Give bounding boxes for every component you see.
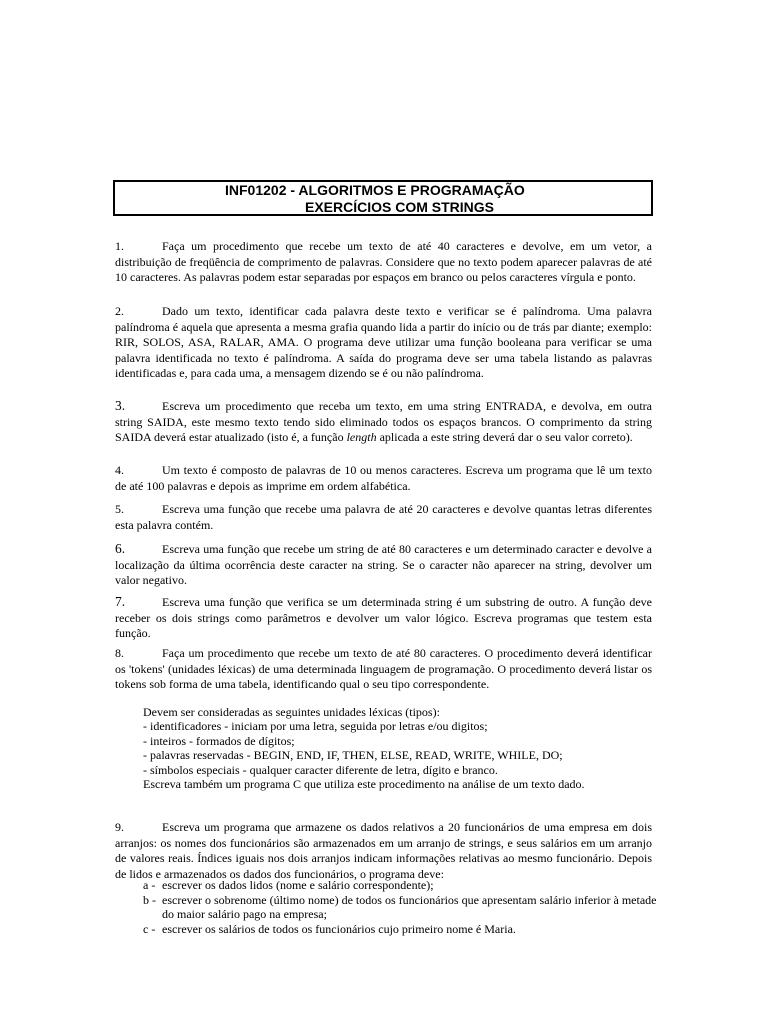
details-intro: Devem ser consideradas as seguintes unidades léxicas (tipos): — [143, 705, 440, 719]
question-number: 4. — [115, 463, 124, 477]
option-c — [143, 922, 658, 937]
question-6 — [115, 541, 652, 589]
question-text: Escreva uma função que recebe uma palavra de até 20 caracteres e devolve quantas letras diferentes esta palavra contém. — [115, 502, 652, 532]
question-number: 8. — [115, 646, 124, 660]
question-2 — [115, 304, 652, 382]
question-number: 7. — [115, 594, 126, 609]
question-text: Escreva um procedimento que receba um texto, em uma string ENTRADA, e devolva, em outra string SAIDA, este mesmo texto tendo sido eliminado todos os espaços brancos. O comprimento da string SAIDA deverá estar atualizado (isto é, a função — [115, 399, 652, 444]
question-text: Um texto é composto de palavras de 10 ou menos caracteres. Escreva um programa que lê um texto de até 100 palavras e depois as imprime em ordem alfabética. — [115, 463, 652, 493]
course-title: INF01202 - ALGORITMOS E PROGRAMAÇÃO — [225, 182, 525, 198]
question-8-details — [143, 705, 653, 791]
details-item: - palavras reservadas - BEGIN, END, IF, THEN, ELSE, READ, WRITE, WHILE, DO; — [143, 748, 563, 763]
question-text: Faça um procedimento que recebe um texto de até 80 caracteres. O procedimento deverá identificar os 'tokens' (unidades léxicas) de uma determinada linguagem de programação. O procedimento deverá listar os tokens sob forma de uma tabela, identificando qual o seu tipo correspondente. — [115, 646, 652, 691]
option-text: escrever os dados lidos (nome e salário correspondente); — [162, 878, 434, 892]
question-3 — [115, 398, 652, 446]
question-8 — [115, 646, 652, 693]
details-item: - símbolos especiais - qualquer caracter diferente de letra, dígito e branco. — [143, 762, 498, 777]
question-text-end: aplicada a este string deverá dar o seu valor correto). — [376, 430, 633, 444]
option-a — [143, 878, 658, 893]
option-text: escrever o sobrenome (último nome) de todos os funcionários que apresentam salário inferior à metade do maior salário pago na empresa; — [162, 892, 657, 922]
question-number: 1. — [115, 239, 124, 253]
question-7 — [115, 594, 652, 642]
question-text: Escreva um programa que armazene os dados relativos a 20 funcionários de uma empresa em dois arranjos: os nomes dos funcionários são armazenados em um arranjo de strings, e seus salários em um arranjo de valores reais. Índices iguais nos dois arranjos indicam informações relativas ao mesmo funcionário. Depois de lidos e armazenados os dados dos funcionários, o programa deve: — [115, 820, 652, 881]
option-label: a - — [143, 878, 156, 892]
option-text: escrever os salários de todos os funcionários cujo primeiro nome é Maria. — [162, 921, 516, 936]
question-text: Escreva uma função que verifica se um determinada string é um substring de outro. A função deve receber os dois strings como parâmetros e devolver um valor lógico. Escreva programas que testem esta função. — [115, 595, 652, 640]
question-number: 6. — [115, 541, 126, 556]
option-b — [143, 893, 658, 922]
question-5 — [115, 502, 652, 533]
title-box — [113, 180, 653, 216]
question-9-options — [143, 878, 658, 936]
details-closing: Escreva também um programa C que utiliza este procedimento na análise de um texto dado. — [143, 777, 585, 792]
question-9 — [115, 820, 652, 882]
question-number: 9. — [115, 820, 124, 834]
details-item: - identificadores - iniciam por uma letra, seguida por letras e/ou digitos; — [143, 719, 488, 734]
question-1 — [115, 239, 652, 286]
option-label: b - — [143, 892, 156, 907]
question-4 — [115, 463, 652, 494]
document-subtitle: EXERCÍCIOS COM STRINGS — [305, 199, 495, 215]
question-text: Escreva uma função que recebe um string de até 80 caracteres e um determinado caracter e devolve a localização da última ocorrência deste caracter na string. Se o caracter não aparecer na string, devolver um valor negativo. — [115, 542, 652, 587]
question-text-italic: length — [346, 430, 377, 444]
question-text: Dado um texto, identificar cada palavra deste texto e verificar se é palíndroma. Uma palavra palíndroma é aquela que apresenta a mesma grafia quando lida a partir do início ou de trás par diante; exemplo: RIR, SOLOS, ASA, RALAR, AMA. O programa deve utilizar uma função booleana para verificar se uma palavra identificada no texto é palíndroma. A saída do programa deve ser uma tabela listando as palavras identificadas e, para cada uma, a mensagem dizendo se é ou não palíndroma. — [115, 304, 652, 380]
question-number: 2. — [115, 304, 124, 318]
question-number: 5. — [115, 502, 124, 516]
details-item: - inteiros - formados de dígitos; — [143, 733, 295, 748]
question-text: Faça um procedimento que recebe um texto de até 40 caracteres e devolve, em um vetor, a distribuição de freqüência de comprimento de palavras. Considere que no texto podem aparecer palavras de até 10 caracteres. As palavras podem estar separadas por espaços em branco ou pelos caracteres vírgula e ponto. — [115, 239, 652, 284]
option-label: c - — [143, 921, 156, 936]
question-number: 3. — [115, 398, 126, 413]
